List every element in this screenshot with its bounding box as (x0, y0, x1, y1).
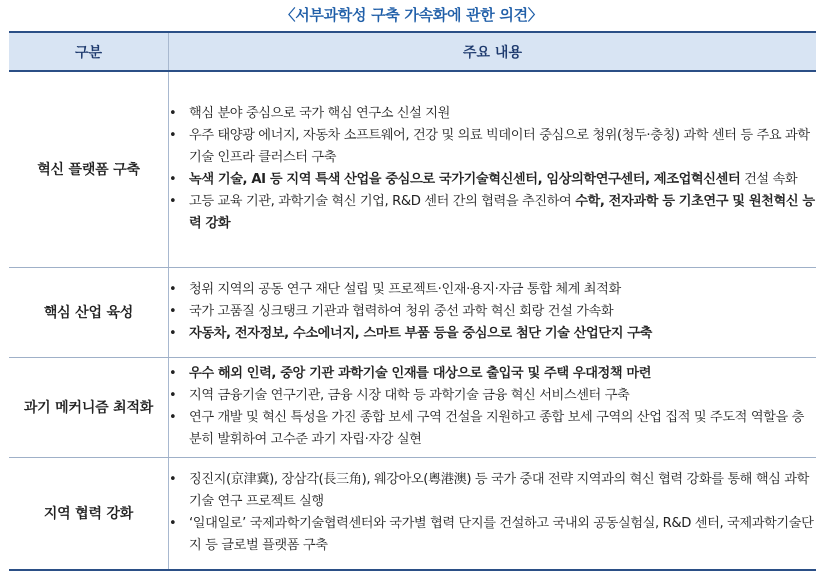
bold-text: 녹색 기술, AI 등 지역 특색 산업을 중심으로 국가기술혁신센터, 임상의학연구센터, 제조업혁신센터 (189, 172, 741, 188)
row-category: 과기 메커니즘 최적화 (9, 357, 169, 457)
bullet-list (169, 469, 816, 557)
list-item (169, 169, 816, 191)
table-row (9, 267, 816, 357)
list-item (169, 279, 816, 301)
item-text: 핵심 분야 중심으로 국가 핵심 연구소 신설 지원 (189, 106, 450, 122)
list-item (169, 513, 816, 557)
opinion-table (9, 31, 816, 571)
list-item (169, 323, 816, 345)
table-row (9, 457, 816, 570)
item-text: 연구 개발 및 혁신 특성을 가진 종합 보세 구역 건설을 지원하고 종합 보세 구역의 산업 집적 및 주도적 역할을 충분히 발휘하여 고수준 과기 자립·자강 실현 (189, 410, 804, 447)
list-item (169, 125, 816, 169)
table-header-row (9, 32, 816, 71)
header-category: 구분 (9, 32, 169, 71)
item-text: 청위 지역의 공동 연구 재단 설립 및 프로젝트·인재·용지·자금 통합 체계 최적화 (189, 282, 621, 297)
item-text: 지역 금융기술 연구기관, 금융 시장 대학 등 과학기술 금융 혁신 서비스센터 구축 (189, 388, 630, 403)
row-category: 핵심 산업 육성 (9, 267, 169, 357)
list-item (169, 191, 816, 235)
bullet-list (169, 103, 816, 235)
bold-text: 수학, 전자과학 등 기초연구 및 원천혁신 능력 강화 (189, 194, 815, 232)
item-text: 국가 고품질 싱크탱크 기관과 협력하여 청위 중선 과학 혁신 회랑 건설 가속화 (189, 304, 614, 319)
table-row (9, 357, 816, 457)
list-item (169, 301, 816, 323)
bold-text: 자동차, 전자정보, 수소에너지, 스마트 부품 등을 중심으로 첨단 기술 산업단지 구축 (189, 326, 652, 341)
header-content: 주요 내용 (169, 32, 817, 71)
list-item (169, 103, 816, 125)
document-title: 〈서부과학성 구축 가속화에 관한 의견〉 (280, 6, 543, 24)
list-item (169, 469, 816, 513)
item-text: 고등 교육 기관, 과학기술 혁신 기업, R&D 센터 간의 협력을 추진하여 (189, 194, 576, 210)
bullet-list (169, 363, 816, 451)
item-text: ‘일대일로’ 국제과학기술협력센터와 국가별 협력 단지를 건설하고 국내외 공동실험실, R&D 센터, 국제과학기술단지 등 글로벌 플랫폼 구축 (189, 516, 814, 554)
item-text: 우주 태양광 에너지, 자동차 소프트웨어, 건강 및 의료 빅데이터 중심으로 청위(청두·충칭) 과학 센터 등 주요 과학기술 인프라 클러스터 구축 (189, 128, 810, 166)
bullet-list (169, 279, 816, 345)
list-item (169, 407, 816, 451)
item-text: 징진지(京津冀), 장삼각(長三角), 웨강아오(粵港澳) 등 국가 중대 전략 지역과의 혁신 협력 강화를 통해 핵심 과학기술 연구 프로젝트 실행 (189, 472, 809, 510)
list-item (169, 385, 816, 407)
row-category: 혁신 플랫폼 구축 (9, 71, 169, 267)
bold-text: 우수 해외 인력, 중앙 기관 과학기술 인재를 대상으로 출입국 및 주택 우대정책 마련 (189, 366, 652, 381)
item-text: 건설 속화 (740, 172, 798, 188)
table-row (9, 71, 816, 267)
row-category: 지역 협력 강화 (9, 457, 169, 570)
list-item (169, 363, 816, 385)
